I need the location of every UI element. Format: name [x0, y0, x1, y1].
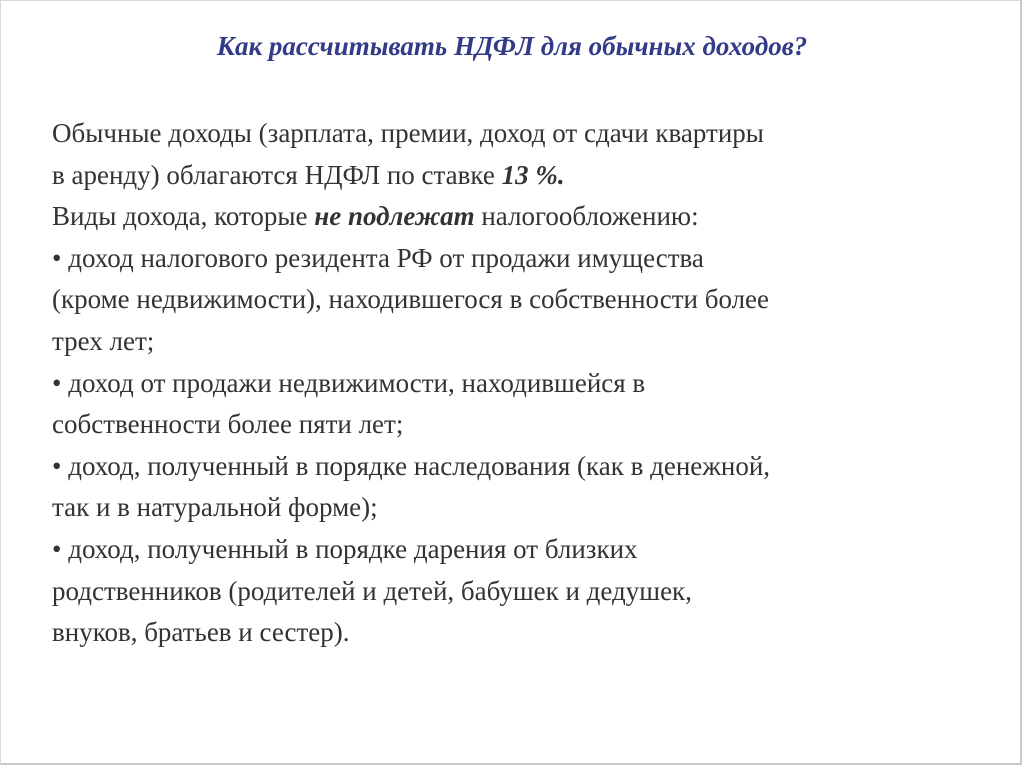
text-line	[52, 196, 992, 238]
text-line: так и в натуральной форме);	[52, 492, 378, 523]
text-line: внуков, братьев и сестер).	[52, 617, 350, 648]
text-line	[52, 155, 992, 197]
emphasis-not-taxed: не подлежат	[314, 201, 475, 232]
text-line: родственников (родителей и детей, бабушек и дедушек,	[52, 575, 692, 606]
slide-title: Как рассчитывать НДФЛ для обычных доходов?	[216, 31, 808, 61]
bullet-item: • доход, полученный в порядке наследования (как в денежной,	[52, 450, 771, 481]
bullet-item: • доход от продажи недвижимости, находившейся в	[52, 367, 646, 398]
tax-rate: 13 %.	[501, 159, 565, 190]
bullet-item: • доход налогового резидента РФ от продажи имущества	[52, 242, 704, 273]
text-line: Обычные доходы (зарплата, премии, доход от сдачи квартиры	[52, 118, 764, 148]
text-line: трех лет;	[52, 325, 155, 356]
slide-body	[52, 113, 992, 654]
text-line: собственности более пяти лет;	[52, 409, 404, 440]
text-segment: Виды дохода, которые	[52, 201, 315, 232]
text-line: (кроме недвижимости), находившегося в собственности более	[52, 284, 770, 315]
text-segment: налогообложению:	[474, 201, 699, 232]
bullet-item: • доход, полученный в порядке дарения от близких	[52, 533, 638, 564]
text-segment: в аренду) облагаются НДФЛ по ставке	[52, 159, 502, 190]
